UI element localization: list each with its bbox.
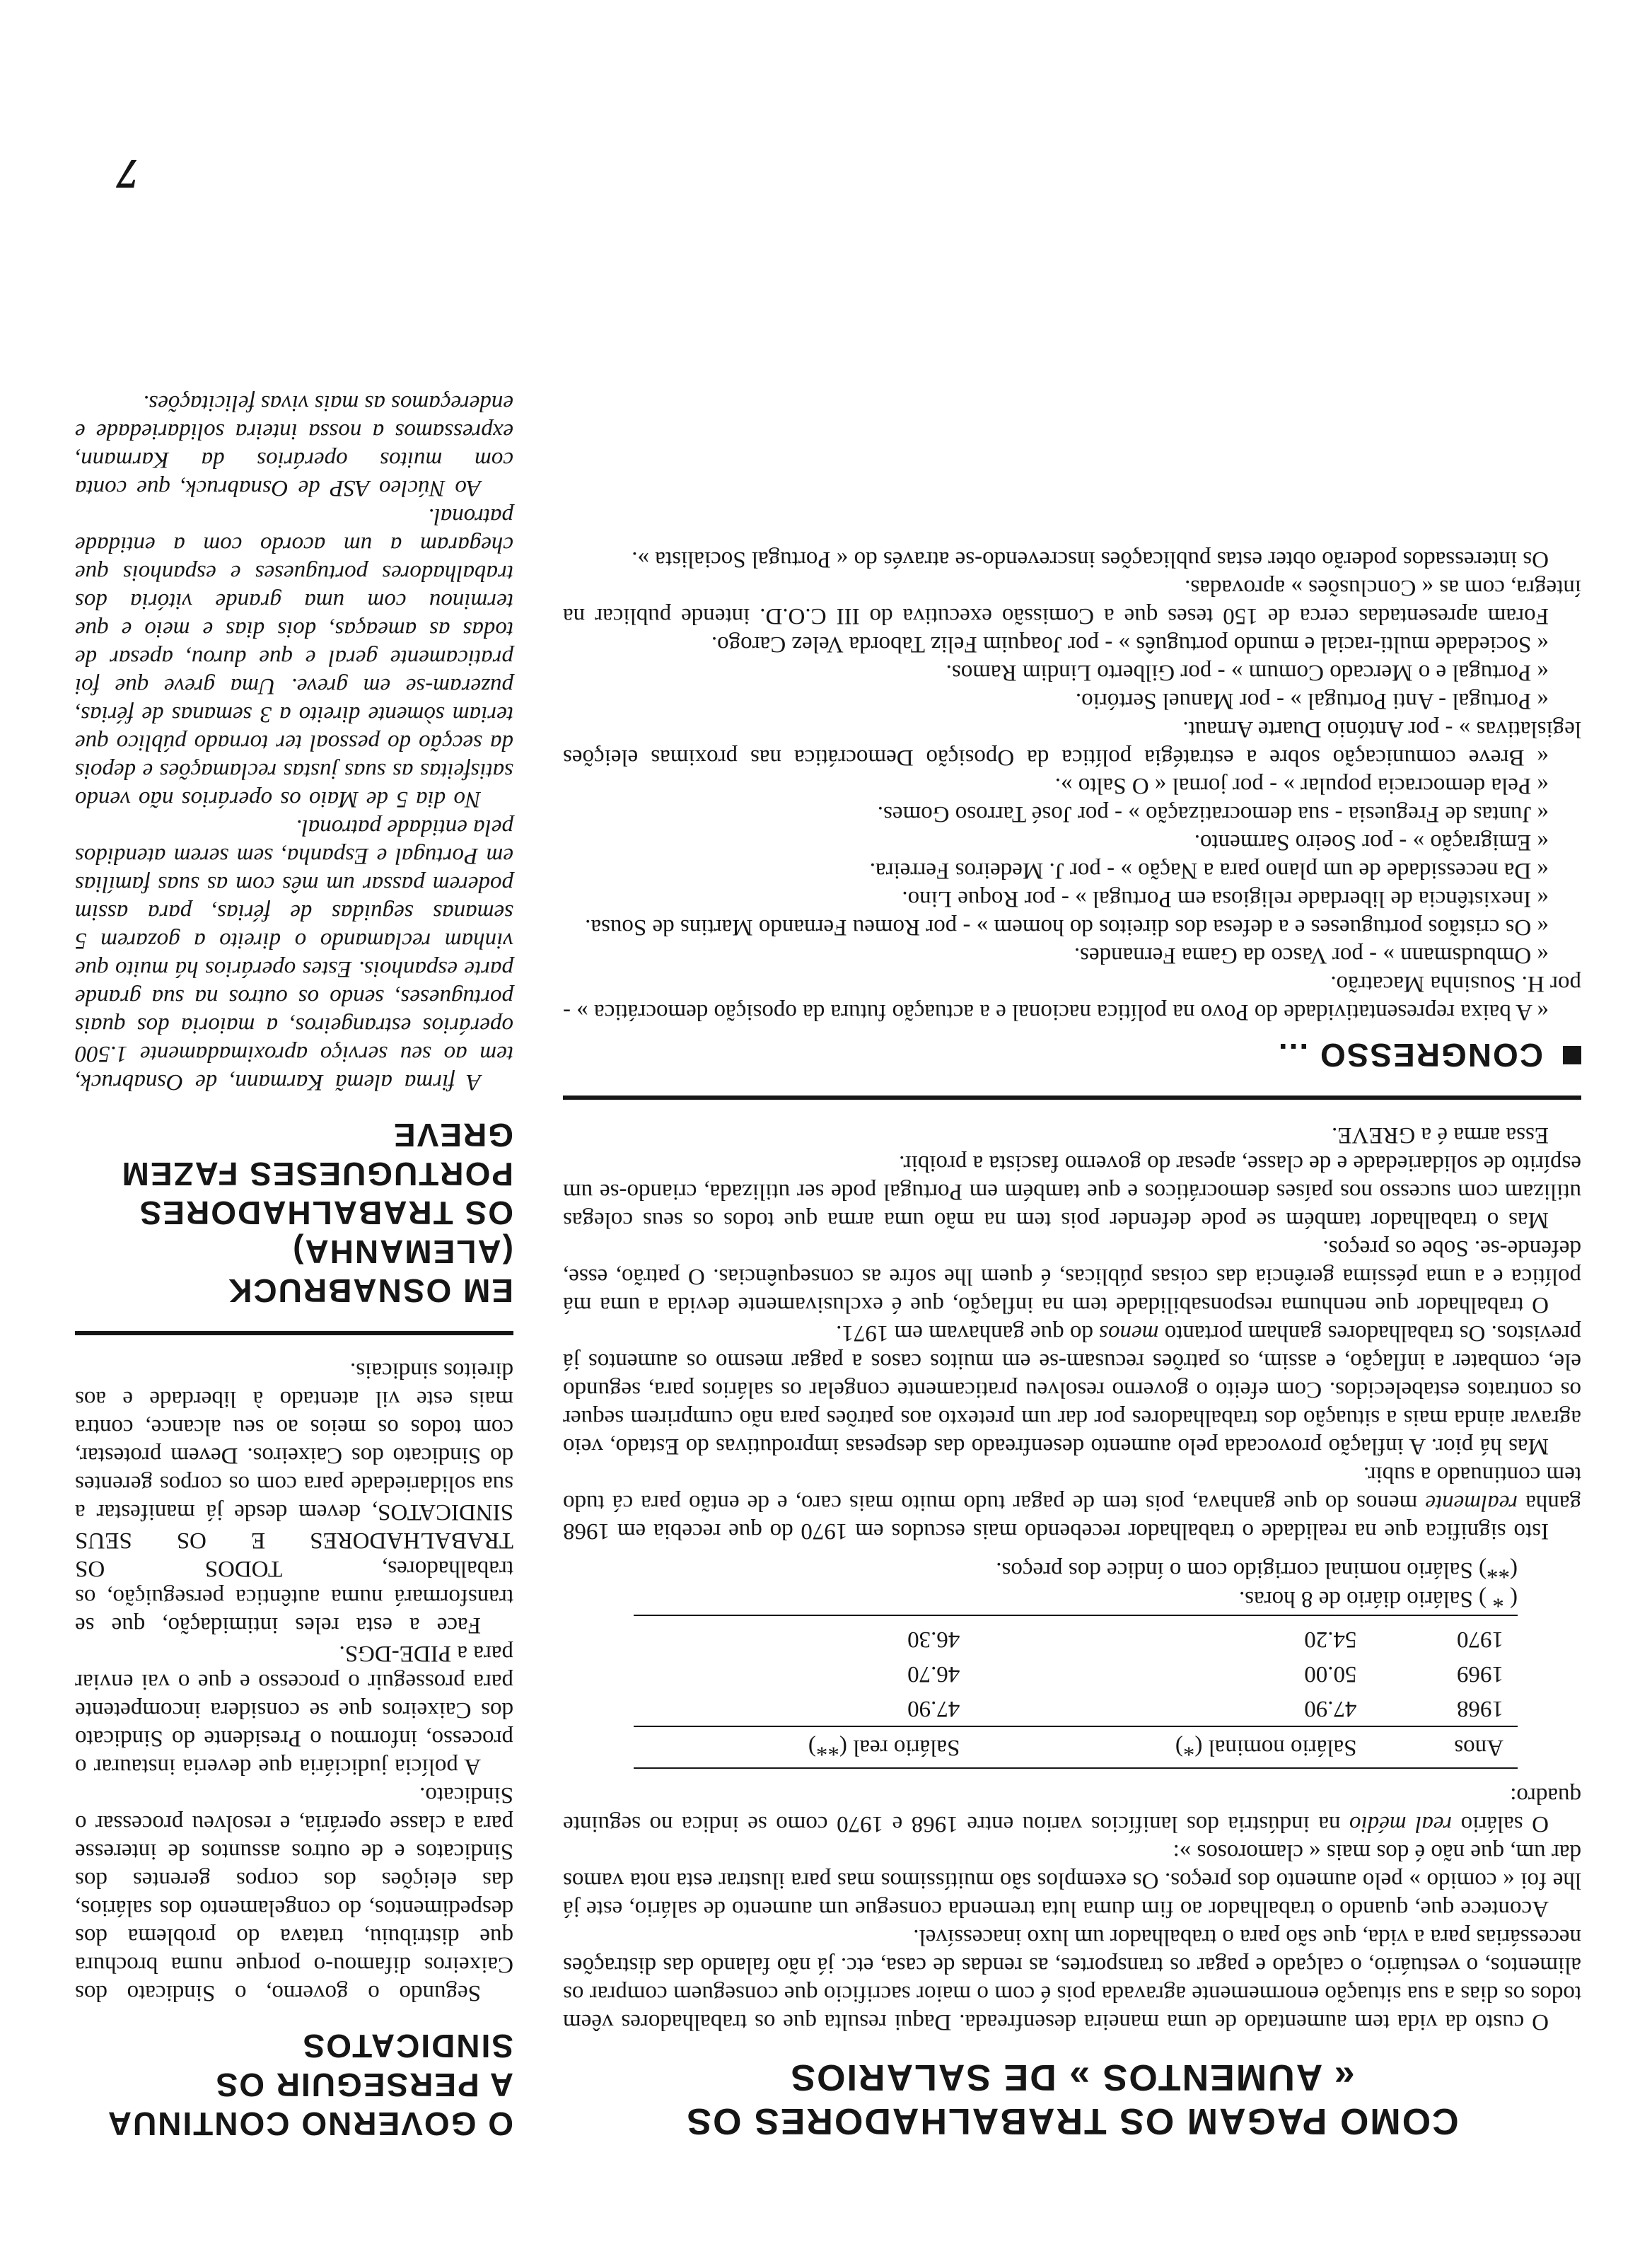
- table-cell: 47.90: [1304, 1696, 1357, 1722]
- main-headline-line1: COMO PAGAM OS TRABALHADORES OS: [685, 2100, 1459, 2142]
- table-cell: 1970: [1371, 1615, 1518, 1656]
- article-paragraph: No dia 5 de Maio os operários não vendo satisfeitas as suas justas reclamações e depois da secção do pessoal ter tornado público que teriam sòmente direito a 3 semanas de férias, puzeram-se em greve. Uma greve que foi praticamente geral e que durou, apesar de todas as ameaças, dois dias e meio e que terminou com uma grande vitória dos trabalhadores portugueses e espanhois que chegaram a um acordo com a entidade patronal.: [75, 504, 513, 813]
- table-row: [634, 1691, 1518, 1726]
- table-note: ( * ) Salário diário de 8 horas.: [1238, 1586, 1518, 1612]
- article-paragraph: Os interessados poderão obter estas publicações inscrevendo-se através do « Portugal Socialista ».: [632, 547, 1549, 573]
- congress-title: CONGRESSO ...: [1276, 1037, 1543, 1074]
- article-paragraph: A polícia judiciária que deveria instaurar o processo, informou o Presidente do Sindicato dos Caixeiros que se considera incompetente para prosseguir o processo e que o vai enviar para a PIDE-DGS.: [75, 1641, 513, 1780]
- list-item: « Breve comunicação sobre a estratégia política da Oposição Democrática nas proximas eleições legislativas » - por António Duarte Arnaut.: [563, 716, 1581, 771]
- text-span: Isto significa que na realidade o trabalhador recebendo mais escudos em 1970 do que recebia em 1968 ganha: [563, 1490, 1581, 1545]
- list-item: « Pela democracia popular » - por jornal « O Salto ».: [1054, 773, 1549, 799]
- table-header-cell: Salário nominal (*): [974, 1726, 1371, 1768]
- article-paragraph: Essa arma é a GREVE.: [1332, 1122, 1549, 1149]
- table-cell: 54.20: [974, 1615, 1371, 1656]
- list-item: « Sociedade multi-racial e mundo português » - por Joaquim Feliz Taborda Velez Carogo.: [711, 632, 1549, 658]
- table-note: (**) Salário nominal corrigido com o índice dos preços.: [996, 1557, 1518, 1583]
- article-paragraph: Foram apresentadas cerca de 150 teses que a Comissão executiva do III C.O.D. intende publicar na íntegra, com as « Conclusões » aprovadas.: [563, 575, 1581, 629]
- list-item: « Os cristãos portugueses e a defesa dos direitos do homem » - por Romeu Fernando Martins de Sousa.: [585, 914, 1549, 941]
- article-paragraph: [563, 1319, 1581, 1460]
- table-row: [634, 1656, 1518, 1691]
- side-column: [75, 390, 513, 2144]
- article-paragraph: O trabalhador que nenhuma responsabilidade tem na inflação, que é exclusivamente devida a uma má política e a uma péssima gerência das coisas públicas, é quem lhe sofre as consequências. O patrão, esse, defende-se. Sobe os preços.: [563, 1236, 1581, 1318]
- article-paragraph: Mas o trabalhador também se pode defender pois tem na mão uma arma que todos os seus colegas utilizam com sucesso nos países democráticos e que também em Portugal pode ser utilizada, criando-se um espírito de solidariedade e de classe, apesar do governo fascista a proibir.: [563, 1151, 1581, 1233]
- main-column: [563, 545, 1581, 2143]
- table-row: [634, 1615, 1518, 1656]
- side-headline1-line2: A PERSEGUIR OS SINDICATOS: [214, 2027, 513, 2103]
- italic-span: menos: [1099, 1320, 1159, 1347]
- list-item: « Ombudsmann » - por Vasco da Gama Fernandes.: [1074, 943, 1549, 969]
- list-item: « Da necessidade de um plano para a Nação » - por J. Medeiros Ferreira.: [869, 858, 1549, 884]
- congress-header: [563, 1036, 1581, 1074]
- article-paragraph: [563, 1782, 1581, 1838]
- article-paragraph: Acontece que, quando o trabalhador ao fim duma luta tremenda consegue um aumento de salário, este já lhe foi « comido » pelo aumento dos preços. Os exemplos são muitíssimos mas para ilustrar esta nota vamos dar um, que não é dos mais « clamorosos »:: [563, 1840, 1581, 1922]
- text-span: menos do que ganhava, pois tem de pagar tudo muito mais caro, e de então para cá tudo tem continuado a subir.: [563, 1462, 1581, 1516]
- side-headline1-line1: O GOVERNO CONTINUA: [106, 2105, 513, 2142]
- table-cell: 46.30: [634, 1615, 974, 1656]
- side-headline2-line1: EM OSNABRUCK (ALEMANHA): [227, 1233, 513, 1310]
- list-item: « Portugal e o Mercado Comum » - por Gilberto Lindim Ramos.: [946, 660, 1549, 686]
- italic-span: real médio: [1349, 1811, 1453, 1837]
- main-headline-line2: « AUMENTOS » DE SALARIOS: [789, 2056, 1355, 2098]
- black-square-icon: [1563, 1046, 1581, 1064]
- table-cell: 1968: [1457, 1696, 1503, 1722]
- section-divider: [75, 1331, 513, 1335]
- table-header-cell: Salário real (**): [634, 1726, 974, 1768]
- text-span: do que ganhavam em 1971.: [836, 1320, 1100, 1347]
- list-item: « A baixa representatividade do Povo na política nacional e a actuação futura da oposição democrática » - por H. Sousinha Macatrão.: [563, 971, 1581, 1025]
- table-cell: 47.90: [907, 1696, 960, 1722]
- table-cell: 50.00: [1304, 1661, 1357, 1687]
- table-header-cell: Anos: [1371, 1726, 1518, 1768]
- article-paragraph: Segundo o governo, o Sindicato dos Caixeiros difamou-o porque numa brochura que distribuiu, tratava do problema dos despedimentos, do congelamento dos salários, das eleições dos corpos gerentes dos Sindicatos e de outros assuntos de interesse para a classe operária, e resolveu processar o Sindicato.: [75, 1782, 513, 2006]
- article-paragraph: A firma alemã Karmann, de Osnabruck, tem ao seu serviço aproximadamente 1.500 operários estrangeiros, a maioria dos quais portugueses, sendo os outros na sua grande parte espanhois. Estes operários há muito que vinham reclamando o direito a gozarem 5 semanas seguidas de férias, para assim poderem passar um mês com as suas famílias em Portugal e Espanha, sem serem atendidos pela entidade patronal.: [75, 815, 513, 1096]
- page-number: 7: [117, 151, 139, 197]
- salary-table: [634, 1615, 1518, 1769]
- article-paragraph: [563, 1460, 1581, 1545]
- italic-span: realmente: [1425, 1490, 1518, 1516]
- list-item: « Emigração » - por Soeiro Sarmento.: [1194, 830, 1549, 856]
- list-item: « Portugal - Anti Portugal » - por Manuel Sertório.: [1075, 688, 1549, 714]
- table-notes: [563, 1557, 1518, 1612]
- text-span: O salário: [1452, 1811, 1549, 1837]
- text-span: na indústria dos lanifícios variou entre 1968 e 1970 como se indica no seguinte quadro:: [563, 1783, 1581, 1837]
- table-header-row: [634, 1726, 1518, 1768]
- article-paragraph: Ao Núcleo ASP de Osnabruck, que conta com muitos operários da Karmann, expressamos a nossa inteira solidariedade e endereçamos as mais vivas felicitações.: [75, 390, 513, 501]
- section-divider: [563, 1096, 1581, 1100]
- article-paragraph: O custo da vida tem aumentado de uma maneira desenfreada. Daqui resulta que os trabalhadores vêem todos os dias a sua situação enormemente agravada pois é com o maior sacrificio que conseguem comprar os alimentos, o vestuário, o calçado e pagar os transportes, as rendas de casa, etc. já não falando das distrações necessárias para a vida, que são para o trabalhador um luxo inacessível.: [563, 1924, 1581, 2035]
- list-item: « Juntas de Freguesia - sua democratização » - por José Tarroso Gomes.: [877, 801, 1549, 827]
- theses-list: [563, 545, 1581, 1026]
- side-headline2-line3: PORTUGUESES FAZEM GREVE: [120, 1116, 513, 1192]
- table-cell: 1969: [1457, 1661, 1503, 1687]
- list-item: « Inexistência de liberdade religiosa em Portugal » - por Roque Lino.: [902, 886, 1549, 912]
- table-cell: 46.70: [907, 1661, 960, 1687]
- article-paragraph: Face a esta reles intimidação, que se transformará numa autêntica perseguição, os trabalhadores, TODOS OS TRABALHADORES E OS SEUS SINDICATOS, devem desde já manifestar a sua solidariedade para com os corpos gerentes do Sindicato dos Caixeiros. Devem protestar, com todos os meios ao seu alcance, contra mais este vil atentado à liberdade e aos direitos sindicais.: [75, 1358, 513, 1639]
- side-headline2-line2: OS TRABALHADORES: [138, 1195, 513, 1232]
- text-span: Mas há pior. A inflação provocada pelo aumento desenfreado das despesas improdutivas do Estado, veio agravar ainda mais a situação dos trabalhadores por dar um pretexto aos patrões para não cumprirem sequer os contratos estabelecidos. Com efeito o governo resolveu praticamente congelar os salários para, segundo ele, combater a inflação, e assim, os patrões recusam-se em muitos casos a pagar mesmo os aumentos já previstos. Os trabalhadores ganham portanto: [563, 1320, 1581, 1460]
